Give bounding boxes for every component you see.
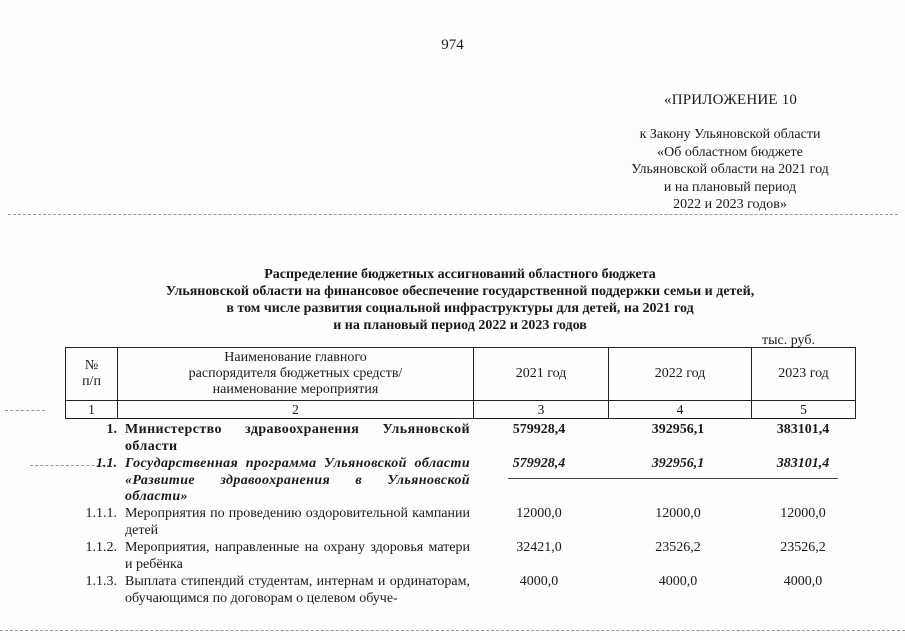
- value-2022: 392956,1: [651, 456, 705, 471]
- column-number: 1: [66, 401, 118, 419]
- header-year-2022: 2022 год: [609, 348, 752, 401]
- value-2023: 383101,4: [776, 456, 830, 471]
- appendix-line: и на плановый период: [663, 179, 797, 195]
- document-title: [80, 266, 840, 334]
- row-name: Мероприятия, направленные на охрану здоровья матери и ребёнка: [125, 540, 470, 572]
- row-name: Государственная программа Ульяновской области «Развитие здравоохранения в Ульяновской области»: [125, 456, 470, 504]
- row-number: 1.1.2.: [85, 540, 117, 555]
- row-number: 1.: [106, 422, 117, 437]
- scan-artifact-line: [508, 478, 838, 479]
- scan-artifact-line: [8, 214, 898, 215]
- row-number: 1.1.1.: [85, 506, 117, 521]
- value-2023: 23526,2: [780, 540, 826, 555]
- value-2023: 383101,4: [776, 422, 830, 437]
- value-2022: 23526,2: [655, 540, 701, 555]
- scan-artifact-line: [5, 410, 45, 411]
- appendix-line: к Закону Ульяновской области: [639, 127, 821, 142]
- value-2022: 12000,0: [655, 506, 701, 521]
- row-number: 1.1.3.: [85, 574, 117, 589]
- value-2021: 12000,0: [516, 506, 562, 521]
- budget-table-header: [65, 347, 856, 419]
- column-number: 3: [474, 401, 609, 419]
- appendix-line: Ульяновской области на 2021 год: [631, 162, 829, 177]
- value-2022: 392956,1: [651, 422, 705, 437]
- column-number: 2: [118, 401, 474, 419]
- column-number-row: [66, 401, 856, 419]
- row-name: Министерство здравоохранения Ульяновской области: [125, 422, 470, 454]
- header-no: № п/п: [66, 348, 118, 401]
- page-number: 974: [441, 37, 464, 53]
- value-2023: 12000,0: [780, 506, 826, 521]
- appendix-subtitle: [600, 126, 860, 214]
- document-title-line: Ульяновской области на финансовое обеспечение государственной поддержки семьи и детей,: [165, 284, 755, 299]
- column-number: 5: [752, 401, 856, 419]
- row-name: Мероприятия по проведению оздоровительной кампании детей: [125, 506, 470, 538]
- units-label: тыс. руб.: [762, 333, 815, 348]
- row-number: 1.1.: [96, 456, 117, 471]
- value-2021: 32421,0: [516, 540, 562, 555]
- document-title-line: Распределение бюджетных ассигнований областного бюджета: [264, 267, 656, 282]
- header-year-2021: 2021 год: [474, 348, 609, 401]
- value-2021: 579928,4: [512, 422, 566, 437]
- appendix-title: «ПРИЛОЖЕНИЕ 10: [664, 92, 798, 108]
- document-title-line: и на плановый период 2022 и 2023 годов: [333, 318, 587, 333]
- value-2021: 4000,0: [519, 574, 559, 589]
- appendix-line: «Об областном бюджете: [657, 144, 803, 160]
- appendix-line: 2022 и 2023 годов»: [673, 197, 787, 212]
- value-2022: 4000,0: [658, 574, 698, 589]
- header-row: [66, 348, 856, 401]
- value-2021: 579928,4: [512, 456, 566, 471]
- header-year-2023: 2023 год: [752, 348, 856, 401]
- scan-artifact-line: [0, 630, 905, 631]
- column-number: 4: [609, 401, 752, 419]
- document-title-line: в том числе развития социальной инфраструктуры для детей, на 2021 год: [226, 301, 694, 316]
- row-name: Выплата стипендий студентам, интернам и ординаторам, обучающимся по договорам о целевом обуче-: [125, 574, 470, 606]
- value-2023: 4000,0: [783, 574, 823, 589]
- header-name: Наименование главного распорядителя бюджетных средств/ наименование мероприятия: [118, 348, 474, 401]
